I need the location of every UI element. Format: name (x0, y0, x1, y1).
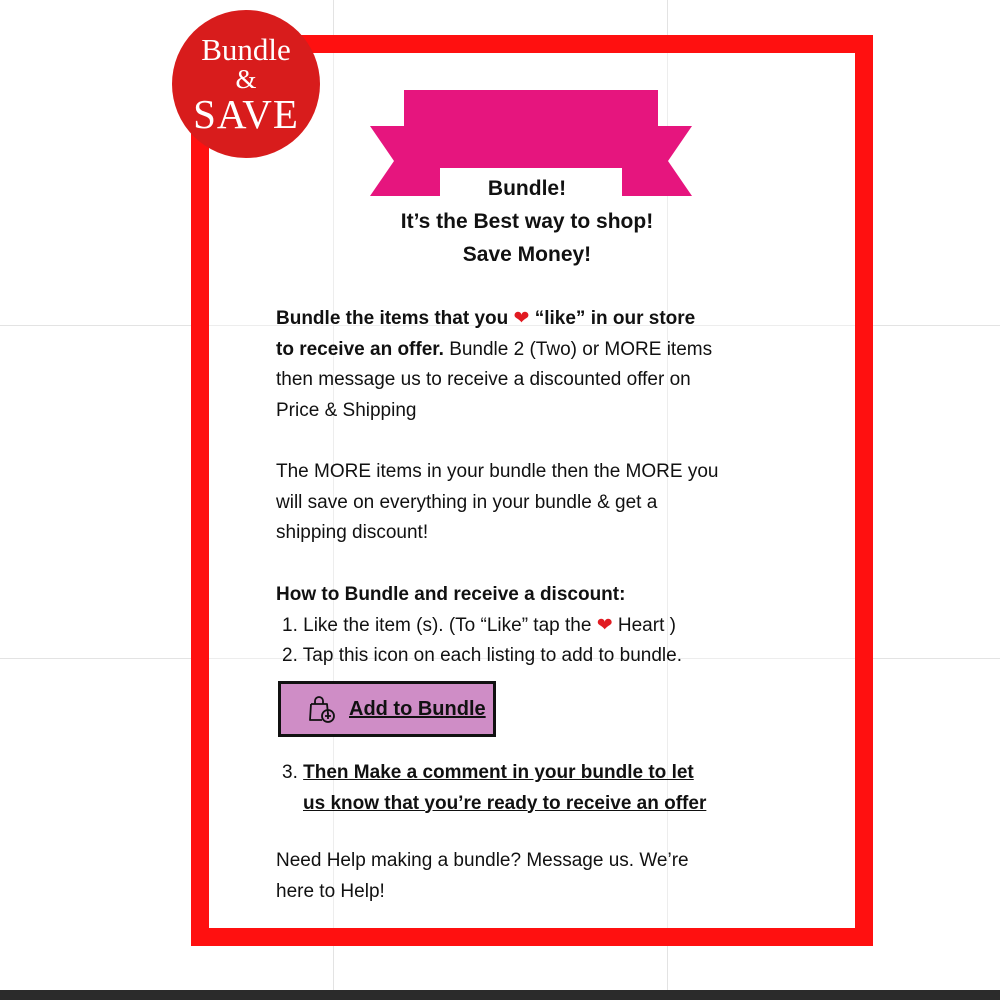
headline (300, 172, 754, 271)
intro-bold-start: Bundle the items that you (276, 308, 509, 329)
intro-rest-1: Bundle 2 (Two) or MORE items (449, 338, 713, 360)
intro-rest-3: Price & Shipping (276, 399, 417, 421)
how-to-heading: How to Bundle and receive a discount: (276, 584, 626, 605)
help-line-1: Need Help making a bundle? Message us. We’re (276, 850, 689, 871)
badge-line-2: & (235, 63, 257, 94)
intro-bold-like: “like” in our store (534, 308, 696, 329)
intro-paragraph (276, 304, 712, 426)
help-line-2: here to Help! (276, 880, 385, 902)
headline-line-1: Bundle! (487, 177, 567, 200)
more-line-2: will save on everything in your bundle & get a (276, 491, 658, 513)
bottom-bar (0, 990, 1000, 1000)
heart-icon: ❤ (513, 308, 530, 329)
headline-line-2: It’s the Best way to shop! (400, 210, 654, 233)
step-1-text: 1. Like the item (s). (To “Like” tap the (282, 614, 592, 636)
heart-icon: ❤ (596, 614, 613, 636)
headline-line-3: Save Money! (462, 243, 592, 266)
help-paragraph (276, 846, 689, 907)
bundle-save-badge (172, 10, 320, 158)
add-to-bundle-button[interactable] (278, 681, 496, 737)
step-1-heart-label: Heart ) (617, 614, 676, 636)
badge-line-3: SAVE (193, 90, 299, 137)
step-3-number: 3. (282, 762, 298, 783)
step-2-text: 2. Tap this icon on each listing to add to bundle. (282, 645, 682, 666)
intro-rest-2: then message us to receive a discounted offer on (276, 369, 691, 390)
badge-line-1: Bundle (201, 31, 291, 67)
step-3-line-1: Then Make a comment in your bundle to let (303, 762, 694, 783)
more-line-3: shipping discount! (276, 522, 429, 543)
shopping-bag-plus-icon (307, 694, 337, 724)
more-line-1: The MORE items in your bundle then the MORE you (276, 461, 719, 482)
step-3 (282, 758, 706, 819)
add-to-bundle-label: Add to Bundle (349, 697, 486, 720)
more-paragraph (276, 457, 718, 549)
intro-bold-end: to receive an offer. (276, 338, 444, 360)
how-to-section (276, 580, 682, 672)
step-3-line-2: us know that you’re ready to receive an offer (303, 792, 707, 814)
